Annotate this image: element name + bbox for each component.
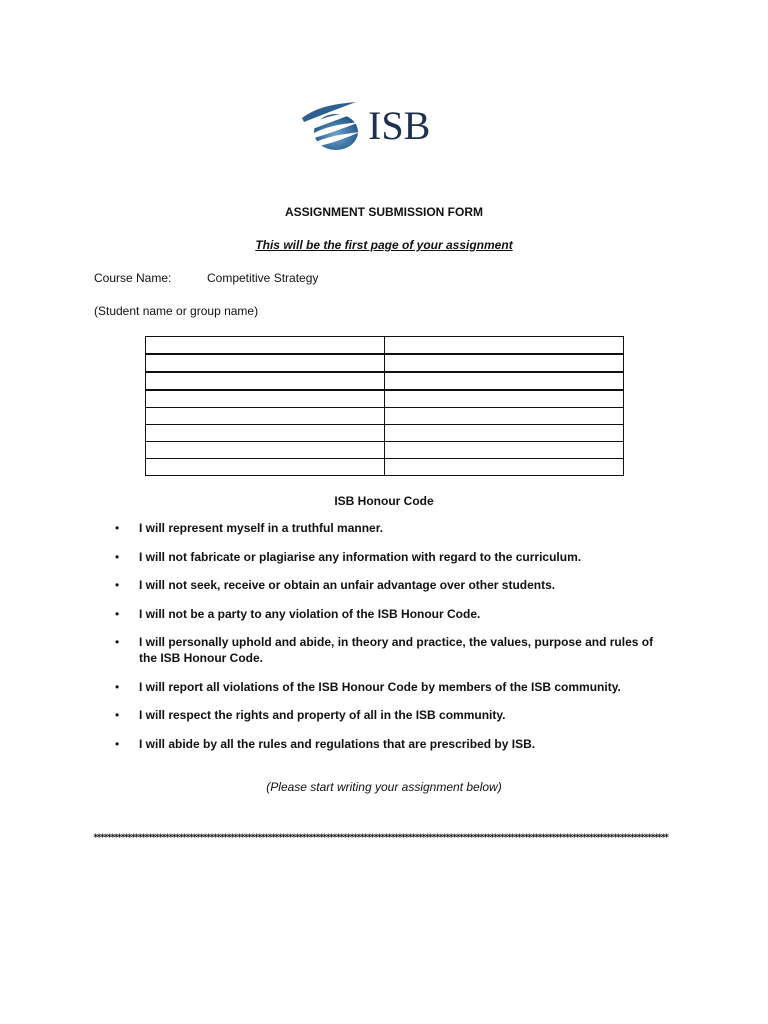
- list-item-text: I will not be a party to any violation of the ISB Honour Code.: [139, 606, 481, 621]
- wave-emblem-icon: [300, 96, 364, 156]
- logo-wordmark: ISB: [368, 103, 431, 148]
- name-cell[interactable]: [146, 408, 385, 425]
- table-row: [146, 354, 624, 372]
- name-cell[interactable]: [146, 425, 385, 442]
- name-cell[interactable]: [385, 408, 624, 425]
- list-item-text: I will represent myself in a truthful manner.: [139, 521, 384, 535]
- name-cell[interactable]: [385, 337, 624, 355]
- table-row: [146, 408, 624, 425]
- student-name-note: (Student name or group name): [94, 304, 259, 318]
- student-names-table: [145, 336, 624, 476]
- list-item-text: I will report all violations of the ISB Honour Code by members of the ISB community.: [139, 679, 621, 694]
- list-item: [112, 520, 672, 536]
- name-cell[interactable]: [146, 337, 385, 355]
- bullet-icon: •: [115, 606, 120, 621]
- list-item: [112, 549, 672, 565]
- table-row: [146, 390, 624, 408]
- bullet-icon: •: [115, 736, 120, 751]
- table-row: [146, 459, 624, 476]
- name-cell[interactable]: [146, 390, 385, 408]
- isb-logo: [300, 96, 440, 156]
- name-cell[interactable]: [146, 354, 385, 372]
- start-writing-note: (Please start writing your assignment below): [266, 780, 502, 794]
- honour-code-title: ISB Honour Code: [334, 494, 434, 508]
- bullet-icon: •: [115, 578, 120, 592]
- course-name-value: Competitive Strategy: [207, 271, 319, 285]
- name-cell[interactable]: [385, 425, 624, 442]
- name-cell[interactable]: [385, 459, 624, 476]
- form-title: ASSIGNMENT SUBMISSION FORM: [284, 205, 483, 219]
- course-name-label: Course Name:: [94, 271, 172, 285]
- table-row: [146, 337, 624, 355]
- name-cell[interactable]: [146, 372, 385, 390]
- bullet-icon: •: [115, 679, 120, 694]
- name-cell[interactable]: [146, 459, 385, 476]
- name-cell[interactable]: [385, 390, 624, 408]
- list-item-text: I will not fabricate or plagiarise any information with regard to the curriculum.: [139, 549, 582, 564]
- list-item-text: I will not seek, receive or obtain an unfair advantage over other students.: [139, 578, 556, 592]
- list-item-text: I will personally uphold and abide, in theory and practice, the values, purpose and rules of the ISB Honour Code.: [139, 635, 654, 665]
- table-row: [146, 372, 624, 390]
- honour-code-list: [112, 520, 672, 764]
- list-item: [112, 679, 672, 695]
- list-item: [112, 707, 672, 723]
- name-cell[interactable]: [385, 442, 624, 459]
- list-item: [112, 577, 672, 593]
- bullet-icon: •: [115, 549, 120, 564]
- form-subtitle: This will be the first page of your assignment: [255, 238, 513, 252]
- table-row: [146, 442, 624, 459]
- list-item: [112, 634, 672, 666]
- list-item: [112, 606, 672, 622]
- name-cell[interactable]: [385, 354, 624, 372]
- table-row: [146, 425, 624, 442]
- bullet-icon: •: [115, 708, 120, 722]
- separator-line: ************************************************************************************************************************************************************************: [93, 833, 668, 843]
- name-cell[interactable]: [146, 442, 385, 459]
- bullet-icon: •: [115, 635, 120, 649]
- list-item: [112, 736, 672, 752]
- list-item-text: I will abide by all the rules and regulations that are prescribed by ISB.: [139, 736, 536, 751]
- list-item-text: I will respect the rights and property of all in the ISB community.: [139, 708, 506, 722]
- name-cell[interactable]: [385, 372, 624, 390]
- bullet-icon: •: [115, 521, 120, 535]
